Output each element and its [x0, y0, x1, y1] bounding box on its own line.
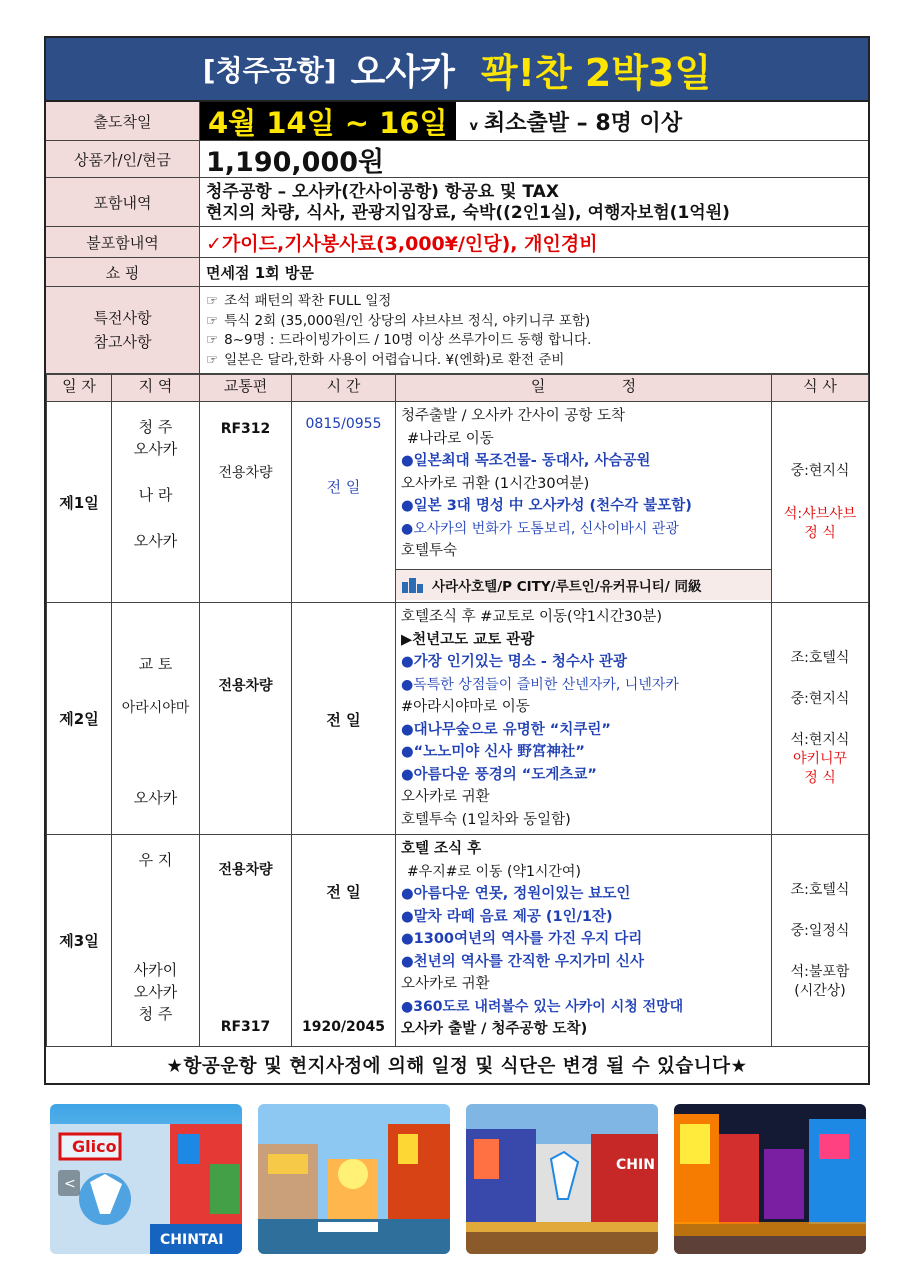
- table-row-day1: [47, 402, 869, 603]
- region-item: 오사카: [133, 983, 178, 1001]
- included-line-1: 청주공항 – 오사카(간사이공항) 항공요 및 TAX: [206, 181, 559, 202]
- shopping-row: [46, 258, 868, 287]
- excluded-label: 불포함내역: [46, 227, 200, 257]
- included-label: 포함내역: [46, 178, 200, 226]
- hotel-info: [396, 569, 771, 600]
- vehicle-text: 전용차량: [218, 862, 273, 878]
- note-item: [206, 292, 591, 312]
- meal-item: 중:일정식: [790, 922, 850, 939]
- prev-arrow-button[interactable]: [58, 1170, 88, 1200]
- included-row: [46, 178, 868, 227]
- note-text: 8~9명 : 드라이빙가이드 / 10명 이상 쓰루가이드 동행 합니다.: [224, 332, 592, 348]
- table-header-row: [47, 375, 869, 402]
- excluded-row: [46, 227, 868, 258]
- schedule-line: ●가장 인기있는 명소 - 청수사 관광: [401, 654, 628, 670]
- itinerary-table: [46, 374, 869, 1047]
- day2-label: 제2일: [47, 603, 112, 835]
- region-item: 나 라: [138, 486, 173, 504]
- day2-regions: [112, 603, 200, 835]
- header-meal: 식 사: [772, 375, 869, 402]
- table-row-day2: [47, 603, 869, 835]
- allday-text: 전 일: [326, 478, 361, 496]
- day2-transport: [200, 603, 292, 835]
- meal-item: 조:호텔식: [790, 650, 850, 666]
- depart-dates: 4월 14일 ~ 16일: [200, 102, 456, 140]
- hotel-building-icon: [402, 578, 424, 593]
- meal-item: 중:현지식: [790, 462, 850, 479]
- schedule-line: 호텔투숙: [401, 543, 458, 559]
- vehicle-text: 전용차량: [218, 465, 273, 481]
- schedule-line: 호텔 조식 후: [401, 841, 482, 857]
- meal-item: 정 식: [804, 770, 836, 786]
- table-row-day3: [47, 835, 869, 1047]
- schedule-line: ●말차 라떼 음료 제공 (1인/1잔): [401, 908, 613, 925]
- minimum-departure: [470, 106, 683, 137]
- excluded-text: 가이드,기사봉사료(3,000¥/인당), 개인경비: [221, 232, 598, 255]
- day1-meals: [772, 402, 869, 603]
- meal-item: 석:불포함: [790, 963, 850, 980]
- depart-label: 출도착일: [46, 102, 200, 140]
- title-airport: [청주공항]: [202, 54, 337, 87]
- schedule-line: ●1300여년의 역사를 가진 우지 다리: [401, 931, 643, 947]
- price-value: 1,190,000원: [206, 146, 385, 178]
- schedule-line: ●일본최대 목조건물- 동대사, 사슴공원: [401, 453, 651, 469]
- flight-time: 0815/0955: [305, 416, 382, 432]
- hand-pointer-icon: ☞: [206, 293, 219, 309]
- schedule-line: 청주출발 / 오사카 간사이 공항 도착: [401, 408, 626, 424]
- day1-schedule: [396, 402, 772, 603]
- schedule-line: #우지#로 이동 (약1시간여): [407, 863, 581, 880]
- osaka-photo-2: [258, 1104, 450, 1254]
- header-time: 시 간: [292, 375, 396, 402]
- day2-time: [292, 603, 396, 835]
- day3-meals: [772, 835, 869, 1047]
- note-item: [206, 351, 591, 371]
- schedule-line: 오사카 출발 / 청주공항 도착): [401, 1021, 588, 1037]
- schedule-line: ●천년의 역사를 간직한 우지가미 신사: [401, 953, 644, 970]
- hand-pointer-icon: ☞: [206, 332, 219, 348]
- day1-regions: [112, 402, 200, 603]
- minimum-text: 최소출발 – 8명 이상: [484, 110, 683, 136]
- day1-transport: [200, 402, 292, 603]
- chevron-left-icon: <: [64, 1176, 76, 1192]
- schedule-line: ●“노노미야 신사 野宮神社”: [401, 744, 585, 760]
- svg-text:CHINTAI: CHINTAI: [160, 1232, 224, 1248]
- region-item: 오사카: [133, 532, 178, 550]
- note-text: 조석 패턴의 꽉찬 FULL 일정: [224, 293, 392, 309]
- itinerary-sheet: [44, 36, 870, 1085]
- shopping-label: 쇼 핑: [46, 258, 200, 286]
- allday-text: 전 일: [326, 711, 361, 729]
- title-duration: 꽉!찬 2박3일: [480, 50, 712, 95]
- schedule-line: 오사카로 귀환 (1시간30여분): [401, 475, 590, 492]
- schedule-line: ●오사카의 번화가 도톰보리, 신사이바시 관광: [401, 520, 679, 537]
- price-row: [46, 141, 868, 178]
- day2-schedule: [396, 603, 772, 835]
- check-mark: v: [469, 118, 479, 134]
- meal-item: 석:현지식: [790, 732, 850, 748]
- vehicle-text: 전용차량: [218, 678, 273, 694]
- hotel-names: 사라사호텔/P CITY/루트인/유커뮤니티/ 同級: [432, 579, 702, 595]
- notes-label-1: 특전사항: [93, 309, 152, 327]
- meal-item: (시간상): [794, 982, 846, 999]
- schedule-line: ●대나무숲으로 유명한 “치쿠린”: [401, 721, 611, 738]
- schedule-line: ●아름다운 풍경의 “도게츠쿄”: [401, 766, 597, 783]
- title-bar: [46, 38, 868, 102]
- schedule-line: 오사카로 귀환: [401, 789, 490, 805]
- day3-label: 제3일: [47, 835, 112, 1047]
- day3-regions: [112, 835, 200, 1047]
- region-item: 우 지: [138, 851, 173, 869]
- hand-pointer-icon: ☞: [206, 351, 219, 368]
- day1-time: [292, 402, 396, 603]
- note-item: [206, 312, 591, 332]
- meal-item: 조:호텔식: [790, 881, 850, 898]
- day3-schedule: [396, 835, 772, 1047]
- meal-item: 야키니꾸: [792, 751, 848, 767]
- schedule-line: #나라로 이동: [407, 430, 494, 447]
- shopping-value: 면세점 1회 방문: [206, 263, 314, 282]
- region-item: 청 주: [138, 418, 173, 436]
- header-region: 지 역: [112, 375, 200, 402]
- schedule-line: 호텔조식 후 #교토로 이동(약1시간30분): [401, 609, 663, 625]
- flight-time: 1920/2045: [301, 1019, 386, 1035]
- chin-sign-text: CHIN: [616, 1157, 655, 1173]
- hand-pointer-icon: ☞: [206, 312, 219, 329]
- osaka-photo-4: [674, 1104, 866, 1254]
- price-label: 상품가/인/현금: [46, 141, 200, 177]
- region-item: 아라시야마: [121, 700, 190, 716]
- note-item: [206, 331, 591, 351]
- header-schedule: 일 정: [396, 375, 772, 402]
- schedule-line: 호텔투숙 (1일차와 동일함): [401, 811, 571, 828]
- depart-row: [46, 102, 868, 141]
- schedule-line: ▶천년고도 교토 관광: [401, 631, 535, 648]
- region-item: 사카이: [133, 961, 178, 979]
- notes-row: [46, 287, 868, 374]
- schedule-line: ●360도로 내려볼수 있는 사카이 시청 전망대: [401, 998, 684, 1015]
- flight-number: RF312: [220, 421, 271, 437]
- notes-label-2: 참고사항: [93, 333, 152, 351]
- included-line-2: 현지의 차량, 식사, 관광지입장료, 숙박((2인1실), 여행자보험(1억원): [206, 202, 730, 223]
- region-item: 교 토: [138, 655, 173, 673]
- note-text: 특식 2회 (35,000원/인 상당의 샤브샤브 정식, 야키니쿠 포함): [224, 312, 591, 329]
- flight-number: RF317: [220, 1019, 271, 1035]
- region-item: 오사카: [133, 789, 178, 807]
- header-transport: 교통편: [200, 375, 292, 402]
- meal-item: 중:현지식: [790, 691, 850, 707]
- meal-item: 석:샤브샤브: [783, 505, 857, 522]
- schedule-line: ●독특한 상점들이 즐비한 산넨자카, 니넨자카: [401, 676, 679, 693]
- excluded-value: [206, 229, 598, 256]
- title-city: 오사카: [350, 51, 455, 93]
- day2-meals: [772, 603, 869, 835]
- header-day: 일 자: [47, 375, 112, 402]
- notes-list: [206, 290, 591, 370]
- excluded-check: ✓: [206, 232, 222, 255]
- glico-sign-text: Glico: [72, 1137, 117, 1156]
- day1-label: 제1일: [47, 402, 112, 603]
- footer-notice: ★항공운항 및 현지사정에 의해 일정 및 식단은 변경 될 수 있습니다★: [166, 1056, 748, 1077]
- region-item: 청 주: [138, 1005, 173, 1023]
- schedule-line: ●일본 3대 명성 中 오사카성 (천수각 불포함): [401, 498, 692, 514]
- allday-text: 전 일: [326, 883, 361, 901]
- schedule-line: ●아름다운 연못, 정원이있는 뵤도인: [401, 886, 631, 902]
- schedule-line: #아라시야마로 이동: [401, 699, 530, 715]
- day3-transport: [200, 835, 292, 1047]
- osaka-photo-3: [466, 1104, 658, 1254]
- photo-strip: [50, 1104, 870, 1254]
- meal-item: 정 식: [804, 524, 836, 541]
- note-text: 일본은 달라,한화 사용이 어렵습니다. ¥(엔화)로 환전 준비: [224, 351, 565, 368]
- day3-time: [292, 835, 396, 1047]
- schedule-line: 오사카로 귀환: [401, 976, 490, 992]
- region-item: 오사카: [133, 440, 178, 458]
